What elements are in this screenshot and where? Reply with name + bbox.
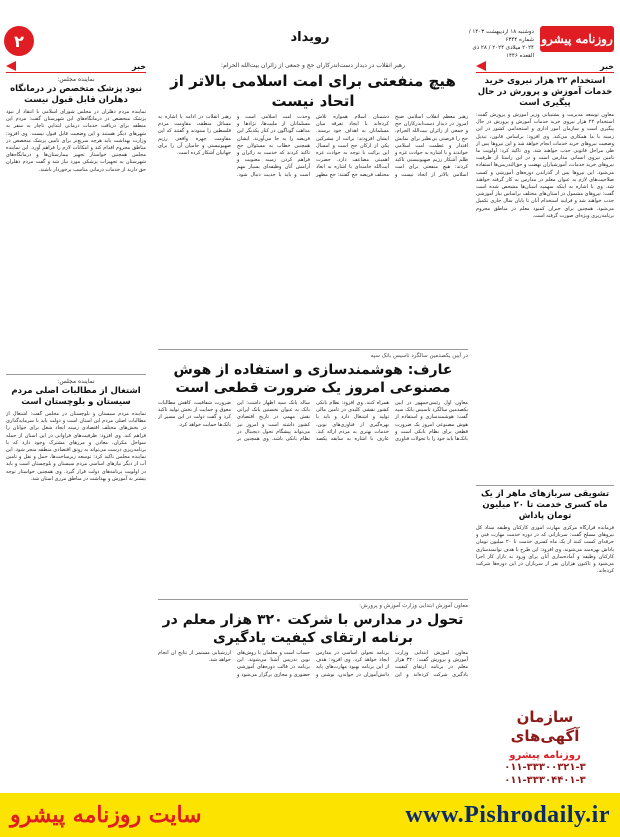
news-body: نماینده مردم سیستان و بلوچستان در مجلس گفت: اشتغال از مطالبات اصلی مردم این استان است و دولت باید با سرمایه‌گذاری در بخش‌های مختلف اقتصادی زمینه ایجاد شغل برای جوانان را فراهم کند. وی افزود: ظرفیت‌های فراوانی در این استان از جمله سواحل مکران، معادن و مرزهای مشترک وجود دارد که با برنامه‌ریزی درست می‌تواند به رونق اقتصادی منطقه منجر شود. این نماینده مجلس تاکید کرد: توسعه زیرساخت‌ها، حمل و نقل و تامین آب از دیگر نیازهای اساسی مردم سیستان و بلوچستان است و باید در اولویت برنامه‌های دولت قرار گیرد. وی همچنین خواستار توجه بیشتر به آموزش و بهداشت در مناطق مرزی استان شد.	[6, 411, 146, 482]
masthead[interactable]	[464, 26, 614, 59]
section-label-bar	[476, 60, 614, 73]
website-url[interactable]: www.Pishrodaily.ir	[405, 801, 610, 828]
headline-kicker: معاون آموزش ابتدایی وزارت آموزش و پرورش:	[359, 603, 468, 609]
ad-title: سازمان	[516, 708, 574, 726]
right-news-column	[476, 60, 614, 788]
newspaper-logo[interactable]: روزنامه پیشرو	[540, 26, 614, 52]
news-body: فرمانده قرارگاه مرکزی مهارت آموزی کارکنان وظیفه ستاد کل نیروهای مسلح گفت: سربازانی که در دوره خدمت مهارت فنی و حرفه‌ای کسب کنند از یک ماه کسری خدمت تا ۲۰ میلیون تومان پاداش بهره‌مند می‌شوند. وی افزود: این طرح با هدف توانمندسازی کارکنان وظیفه و آماده‌سازی آنان برای ورود به بازار کار اجرا می‌شود و تاکنون هزاران نفر از سربازان در این دوره‌ها شرکت کرده‌اند.	[476, 525, 614, 575]
divider	[6, 374, 146, 375]
headline-kicker: نماینده مجلس:	[57, 76, 95, 83]
news-body: معاون آموزش ابتدایی وزارت آموزش و پرورش گفت: ۳۲۰ هزار معلم در برنامه ارتقای کیفیت یادگیری شرکت کرده‌اند و این برنامه تحولی اساسی در مدارس ایجاد خواهد کرد. وی افزود: هدف از این برنامه بهبود مهارت‌های پایه دانش‌آموزان در خواندن، نوشتن و حساب است و معلمان با روش‌های نوین تدریس آشنا می‌شوند. این برنامه در قالب دوره‌های آموزشی حضوری و مجازی برگزار می‌شود و ارزشیابی مستمر از نتایج آن انجام خواهد شد.	[158, 650, 468, 678]
main-news-column	[158, 60, 468, 788]
ad-phone[interactable]: ۰۱۱-۳۳۳۰۴۴۰۱-۳	[504, 775, 586, 786]
arrow-icon	[476, 61, 486, 71]
divider	[476, 485, 614, 486]
footer-banner[interactable]	[0, 793, 620, 837]
issue-date	[462, 28, 534, 60]
ad-subtitle: آگهی‌های	[510, 727, 580, 745]
divider	[158, 599, 468, 600]
headline-kicker: رهبر انقلاب در دیدار دست‌اندرکاران حج و جمعی از زائران بیت‌الله الحرام:	[221, 62, 405, 69]
website-label: سایت روزنامه پیشرو	[10, 802, 202, 828]
section-label: خبر	[599, 61, 614, 71]
news-headline[interactable]: نبود پزشک متخصص در درمانگاه دهلران قابل قبول نیست	[10, 84, 142, 105]
headline-kicker: در آیین یکصدمین سالگرد تاسیس بانک سپه	[370, 353, 468, 359]
news-headline[interactable]: عارف: هوشمندسازی و استفاده از هوش مصنوعی امروز یک ضرورت قطعی است	[173, 362, 453, 396]
advertising-box[interactable]	[476, 708, 614, 788]
news-body: معاون اول رئیس‌جمهور در آیین یکصدمین سالگرد تاسیس بانک سپه گفت: هوشمندسازی و استفاده از هوش مصنوعی امروز یک ضرورت قطعی برای نظام بانکی است و بانک‌ها باید خود را با تحولات فناوری همراه کنند. وی افزود: نظام بانکی کشور نقشی کلیدی در تامین مالی تولید و اشتغال دارد و باید با بهره‌گیری از فناوری‌های نوین، خدمات بهتری به مردم ارائه کند. عارف با اشاره به سابقه یکصد ساله بانک سپه اظهار داشت: این بانک به عنوان نخستین بانک ایرانی نقش مهمی در تاریخ اقتصادی کشور داشته است و امروز نیز می‌تواند پیشگام تحول دیجیتال در نظام بانکی باشد. وی همچنین بر ضرورت شفافیت، کاهش مطالبات معوق و حمایت از بخش تولید تاکید کرد و گفت دولت در این مسیر از بانک‌ها حمایت خواهد کرد.	[158, 400, 468, 443]
news-headline[interactable]: استخدام ۲۲ هزار نیروی خرید خدمات آموزش و پرورش در حال پیگیری است	[477, 76, 613, 108]
page-number-badge: ۲	[4, 26, 34, 56]
news-headline[interactable]: تحول در مدارس با شرکت ۳۲۰ هزار معلم در برنامه ارتقای کیفیت یادگیری	[162, 612, 464, 646]
news-headline[interactable]: تشویقی سربازهای ماهر از یک ماه کسری خدمت تا ۲۰ میلیون تومان پاداش	[480, 489, 610, 521]
section-label-bar	[6, 60, 146, 73]
date-line-1: دوشنبه ۱۸ اردیبهشت ۱۴۰۳ / شماره ۶۳۴۴	[468, 29, 534, 43]
date-line-2: ۲۰۲۴ میلادی ۲۰۲۴ / ۲۸ ذی القعده ۱۴۴۶	[472, 45, 534, 59]
arrow-icon	[6, 61, 16, 71]
divider	[158, 349, 468, 350]
section-label: خبر	[131, 61, 146, 71]
news-headline[interactable]: اشتغال از مطالبات اصلی مردم سیستان و بلوچستان است	[11, 386, 141, 407]
ad-brand: روزنامه پیشرو	[509, 750, 581, 761]
news-body: معاون توسعه مدیریت و پشتیبانی وزیر آموزش و پرورش گفت: استخدام ۲۲ هزار نیروی خرید خدمات آموزش و پرورش در حال پیگیری است و سازمان امور اداری و استخدامی کشور در این زمینه با ما همکاری می‌کند. وی افزود: براساس قانون، تبدیل وضعیت نیروهای خرید خدمات انجام خواهد شد و این نیروها پس از طی مراحل قانونی جذب خواهند شد. وی تاکید کرد: اولویت ما تامین نیروی انسانی مدارس است و در این راستا از ظرفیت نیروهای خرید خدمات، آموزشیاران نهضت و حق‌التدریس‌ها استفاده می‌شود. این نیروها پس از گذراندن دوره‌های آموزشی و کسب صلاحیت‌های لازم به عنوان معلم در مدارس به کار گرفته خواهند شد. وی با اشاره به اینکه سهمیه استان‌ها مشخص شده است گفت: نیروهای مشمول در استان‌های مختلف براساس نیاز آموزشی جذب خواهند شد و فرایند استخدام آنان تا پایان سال جاری تکمیل می‌شود. همچنین برای جبران کمبود معلم در مناطق محروم برنامه‌ریزی ویژه‌ای صورت گرفته است.	[476, 112, 614, 219]
left-news-column	[6, 60, 146, 788]
section-title: رویداد	[290, 30, 330, 45]
ad-phone[interactable]: ۰۱۱-۳۳۳۰۰۳۲۱-۳	[504, 762, 586, 773]
lead-headline[interactable]: هیچ منفعتی برای امت اسلامی بالاتر از اتحاد نیست	[170, 72, 456, 110]
page-header	[0, 0, 620, 58]
news-body: رهبر معظم انقلاب اسلامی صبح امروز در دیدار دست‌اندرکاران حج و جمعی از زائران بیت‌الله الحرام، حج را فرصتی بی‌نظیر برای نمایش اقتدار و عظمت امت اسلامی خواندند و با اشاره به حوادث غزه و ظلم آشکار رژیم صهیونیستی تاکید کردند: هیچ منفعتی برای امت اسلامی بالاتر از اتحاد نیست و دشمنان اسلام همواره تلاش کرده‌اند با ایجاد تفرقه میان مسلمانان به اهداف خود برسند. ایشان افزودند: برائت از مشرکین یکی از ارکان حج است و امسال این برائت با توجه به حوادث غزه اهمیتی مضاعف دارد. حضرت آیت‌الله خامنه‌ای با اشاره به ابعاد مختلف فریضه حج گفتند: حج مظهر وحدت امت اسلامی است و مسلمانان از ملیت‌ها، نژادها و مذاهب گوناگون در کنار یکدیگر این فریضه را به جا می‌آورند. ایشان همچنین خطاب به مسئولان حج تاکید کردند که خدمت به زائران و فراهم کردن زمینه معنویت و آرامش آنان وظیفه‌ای بسیار مهم است و باید با جدیت دنبال شود. رهبر انقلاب در ادامه با اشاره به مسائل منطقه، مقاومت مردم فلسطین را ستودند و گفتند که این مقاومت چهره واقعی رژیم صهیونیستی و حامیان آن را برای جهانیان آشکار کرده است.	[158, 114, 468, 178]
news-body: نماینده مردم دهلران در مجلس شورای اسلامی با انتقاد از نبود پزشک متخصص در درمانگاه‌های این شهرستان گفت: مردم این منطقه برای دریافت خدمات درمانی ابتدایی ناچار به سفر به شهرهای دیگر هستند و این وضعیت قابل قبول نیست. وی افزود: وزارت بهداشت باید هرچه سریع‌تر برای تامین پزشک متخصص در مناطق محروم اقدام کند و امکانات لازم را فراهم آورد. این نماینده مجلس همچنین خواستار تجهیز بیمارستان‌ها و درمانگاه‌های شهرستان به تجهیزات پزشکی مورد نیاز شد و گفت مردم دهلران حق دارند از خدمات درمانی مناسب برخوردار باشند.	[6, 109, 146, 173]
headline-kicker: نماینده مجلس:	[57, 378, 95, 385]
